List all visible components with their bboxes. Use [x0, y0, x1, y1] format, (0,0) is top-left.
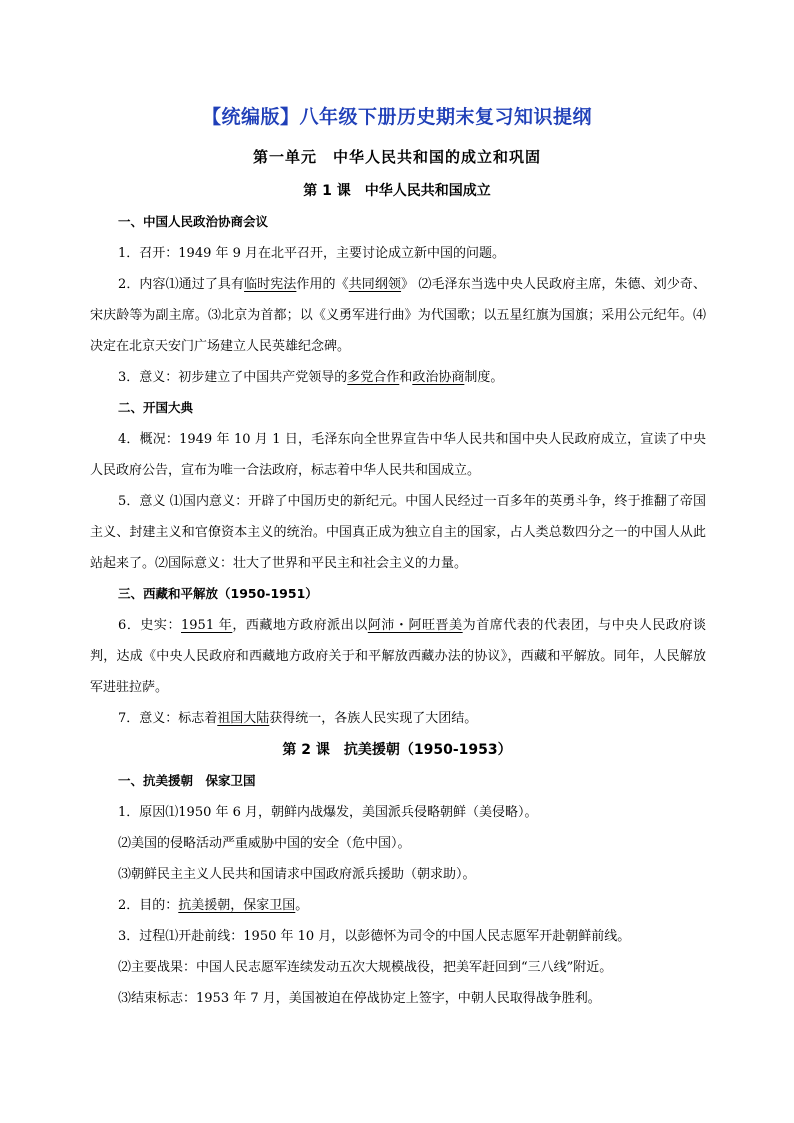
- lesson-2-title: 第 2 课 抗美援朝（1950-1953）: [282, 742, 512, 758]
- paragraph: 2．内容⑴通过了具有临时宪法作用的《共同纲领》 ⑵毛泽东当选中央人民政府主席，朱德、刘少奇、宋庆龄等为副主席。⑶北京为首都；以《义勇军进行曲》为代国歌；以五星红旗为国旗；采用公元纪年。⑷决定在北京天安门广场建立人民英雄纪念碑。: [90, 277, 706, 354]
- section-heading: 一、抗美援朝 保家卫国: [118, 773, 256, 788]
- paragraph: 3．意义：初步建立了中国共产党领导的多党合作和政治协商制度。: [118, 370, 504, 385]
- paragraph: 1．原因⑴1950 年 6 月，朝鲜内战爆发，美国派兵侵略朝鲜（美侵略）。: [118, 805, 538, 820]
- paragraph: 6．史实：1951 年，西藏地方政府派出以阿沛・阿旺晋美为首席代表的代表团，与中央人民政府谈判，达成《中央人民政府和西藏地方政府关于和平解放西藏办法的协议》，西藏和平解放。同年，人民解放军进驻拉萨。: [90, 618, 706, 695]
- paragraph: 1．召开：1949 年 9 月在北平召开，主要讨论成立新中国的问题。: [118, 246, 506, 261]
- paragraph: 5．意义 ⑴国内意义：开辟了中国历史的新纪元。中国人民经过一百多年的英勇斗争，终于推翻了帝国主义、封建主义和官僚资本主义的统治。中国真正成为独立自主的国家，占人类总数四分之一的中国人从此站起来了。⑵国际意义：壮大了世界和平民主和社会主义的力量。: [90, 494, 706, 571]
- paragraph: ⑵主要战果：中国人民志愿军连续发动五次大规模战役，把美军赶回到“三八线”附近。: [118, 960, 613, 975]
- paragraph: ⑵美国的侵略活动严重威胁中国的安全（危中国）。: [118, 836, 411, 851]
- paragraph: 3．过程⑴开赴前线：1950 年 10 月，以彭德怀为司令的中国人民志愿军开赴朝鲜前线。: [118, 929, 631, 944]
- unit-title: 第一单元 中华人民共和国的成立和巩固: [252, 148, 541, 166]
- lesson-1-title: 第 1 课 中华人民共和国成立: [303, 183, 491, 199]
- paragraph: 4．概况：1949 年 10 月 1 日，毛泽东向全世界宣告中华人民共和国中央人民政府成立，宣读了中央人民政府公告，宣布为唯一合法政府，标志着中华人民共和国成立。: [90, 432, 706, 478]
- paragraph: 2．目的：抗美援朝，保家卫国。: [118, 898, 309, 913]
- section-heading: 一、中国人民政治协商会议: [118, 214, 269, 229]
- section-heading: 三、西藏和平解放（1950-1951）: [118, 586, 318, 601]
- section-heading: 二、开国大典: [118, 400, 194, 415]
- paragraph: 7．意义：标志着祖国大陆获得统一，各族人民实现了大团结。: [118, 711, 478, 726]
- paragraph: ⑶结束标志：1953 年 7 月，美国被迫在停战协定上签字，中朝人民取得战争胜利。: [118, 991, 601, 1006]
- paragraph: ⑶朝鲜民主主义人民共和国请求中国政府派兵援助（朝求助）。: [118, 867, 476, 882]
- document-title: 【统编版】八年级下册历史期末复习知识提纲: [201, 106, 592, 128]
